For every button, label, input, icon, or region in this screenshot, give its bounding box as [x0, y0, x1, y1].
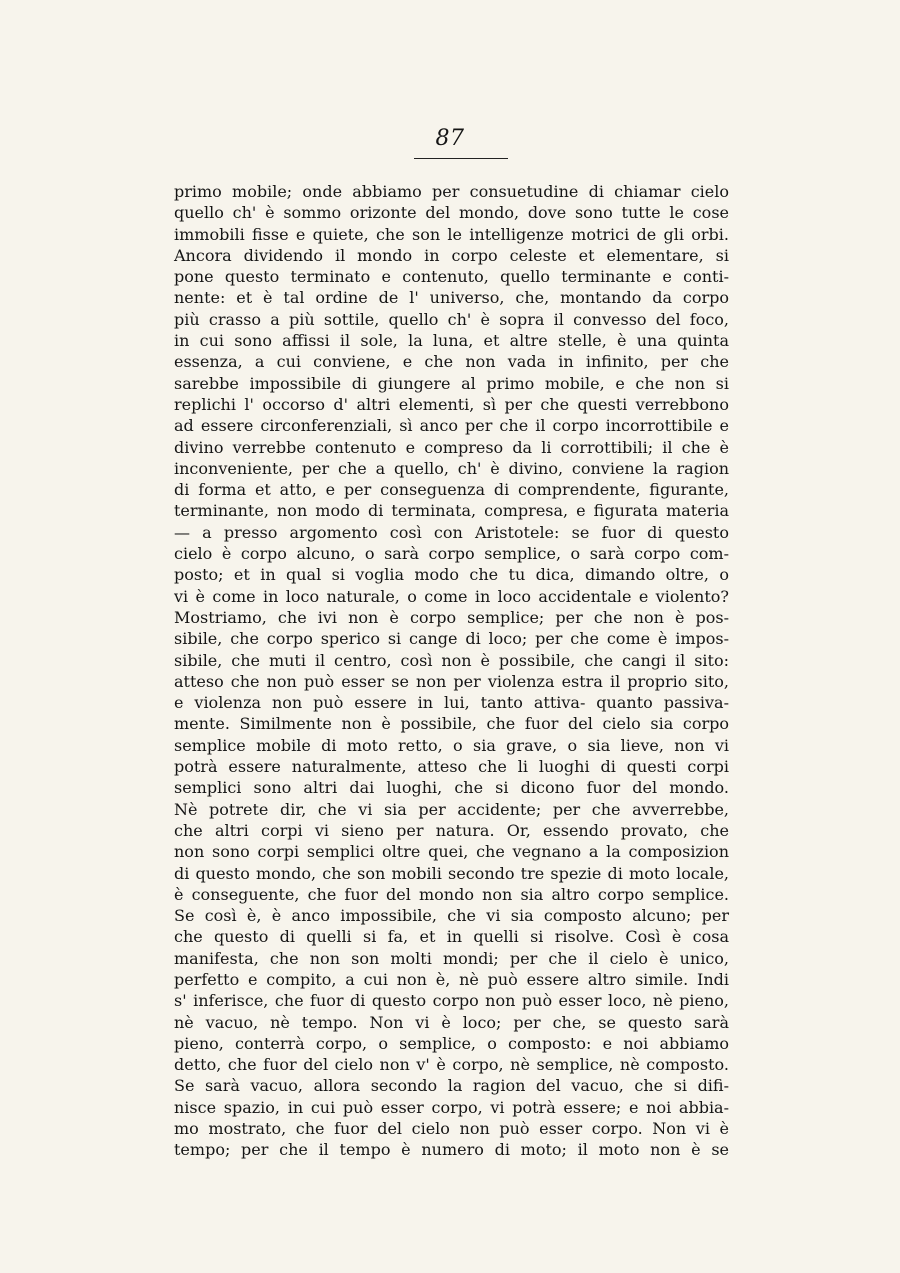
text-line: Se così è, è anco impossibile, che vi sia composto alcuno; per: [174, 906, 729, 926]
text-line: mo mostrato, che fuor del cielo non può esser corpo. Non vi è: [174, 1119, 729, 1139]
text-line: potrà essere naturalmente, atteso che li luoghi di questi corpi: [174, 757, 729, 777]
text-line: e violenza non può essere in lui, tanto attiva- quanto passiva-: [174, 693, 729, 713]
text-line: terminante, non modo di terminata, compresa, e figurata materia: [174, 501, 729, 521]
text-line: Nè potrete dir, che vi sia per accidente; per che avverrebbe,: [174, 799, 729, 819]
text-line: tempo; per che il tempo è numero di moto; il moto non è se: [174, 1140, 729, 1160]
text-line: semplice mobile di moto retto, o sia grave, o sia lieve, non vi: [174, 735, 729, 755]
text-line: sarebbe impossibile di giungere al primo mobile, e che non si: [174, 373, 729, 393]
text-line: quello ch' è sommo orizonte del mondo, dove sono tutte le cose: [174, 203, 729, 223]
text-line: sibile, che corpo sperico si cange di loco; per che come è impos-: [174, 629, 729, 649]
text-line: ad essere circonferenziali, sì anco per che il corpo incorrottibile e: [174, 416, 729, 436]
text-line: posto; et in qual si voglia modo che tu dica, dimando oltre, o: [174, 565, 729, 585]
text-line: atteso che non può esser se non per violenza estra il proprio sito,: [174, 671, 729, 691]
text-line: semplici sono altri dai luoghi, che si dicono fuor del mondo.: [174, 778, 729, 798]
text-line: Mostriamo, che ivi non è corpo semplice; per che non è pos-: [174, 607, 729, 627]
text-line: essenza, a cui conviene, e che non vada in infinito, per che: [174, 352, 729, 372]
text-line: immobili fisse e quiete, che son le intelligenze motrici de gli orbi.: [174, 224, 729, 244]
text-line: nisce spazio, in cui può esser corpo, vi potrà essere; e noi abbia-: [174, 1097, 729, 1117]
text-line: detto, che fuor del cielo non v' è corpo, nè semplice, nè composto.: [174, 1055, 729, 1075]
text-line: che altri corpi vi sieno per natura. Or, essendo provato, che: [174, 820, 729, 840]
text-line: mente. Similmente non è possibile, che fuor del cielo sia corpo: [174, 714, 729, 734]
text-line: replichi l' occorso d' altri elementi, sì per che questi verrebbono: [174, 394, 729, 414]
text-line: manifesta, che non son molti mondi; per che il cielo è unico,: [174, 948, 729, 968]
body-text: [174, 181, 729, 1161]
text-line: Ancora dividendo il mondo in corpo celeste et elementare, si: [174, 245, 729, 265]
text-line: vi è come in loco naturale, o come in loco accidentale e violento?: [174, 586, 729, 606]
text-line: di questo mondo, che son mobili secondo tre spezie di moto locale,: [174, 863, 729, 883]
text-line: che questo di quelli si fa, et in quelli si risolve. Così è cosa: [174, 927, 729, 947]
text-line: Se sarà vacuo, allora secondo la ragion del vacuo, che si difi-: [174, 1076, 729, 1096]
text-line: s' inferisce, che fuor di questo corpo non può esser loco, nè pieno,: [174, 991, 729, 1011]
text-line: — a presso argomento così con Aristotele: se fuor di questo: [174, 522, 729, 542]
text-line: cielo è corpo alcuno, o sarà corpo semplice, o sarà corpo com-: [174, 544, 729, 564]
text-line: nè vacuo, nè tempo. Non vi è loco; per che, se questo sarà: [174, 1012, 729, 1032]
page-number: 87: [435, 126, 465, 151]
header-rule: [414, 158, 508, 159]
text-line: divino verrebbe contenuto e compreso da li corrottibili; il che è: [174, 437, 729, 457]
text-line: più crasso a più sottile, quello ch' è sopra il convesso del foco,: [174, 309, 729, 329]
text-line: inconveniente, per che a quello, ch' è divino, conviene la ragion: [174, 458, 729, 478]
text-line: di forma et atto, e per conseguenza di comprendente, figurante,: [174, 480, 729, 500]
text-line: in cui sono affissi il sole, la luna, et altre stelle, è una quinta: [174, 331, 729, 351]
text-line: non sono corpi semplici oltre quei, che vegnano a la composizion: [174, 842, 729, 862]
text-line: nente: et è tal ordine de l' universo, che, montando da corpo: [174, 288, 729, 308]
text-line: primo mobile; onde abbiamo per consuetudine di chiamar cielo: [174, 182, 729, 201]
text-line: sibile, che muti il centro, così non è possibile, che cangi il sito:: [174, 650, 729, 670]
text-line: perfetto e compito, a cui non è, nè può essere altro simile. Indi: [174, 969, 729, 989]
text-line: pieno, conterrà corpo, o semplice, o composto: e noi abbiamo: [174, 1033, 729, 1053]
text-line: è conseguente, che fuor del mondo non sia altro corpo semplice.: [174, 884, 729, 904]
text-line: pone questo terminato e contenuto, quello terminante e conti-: [174, 267, 729, 287]
